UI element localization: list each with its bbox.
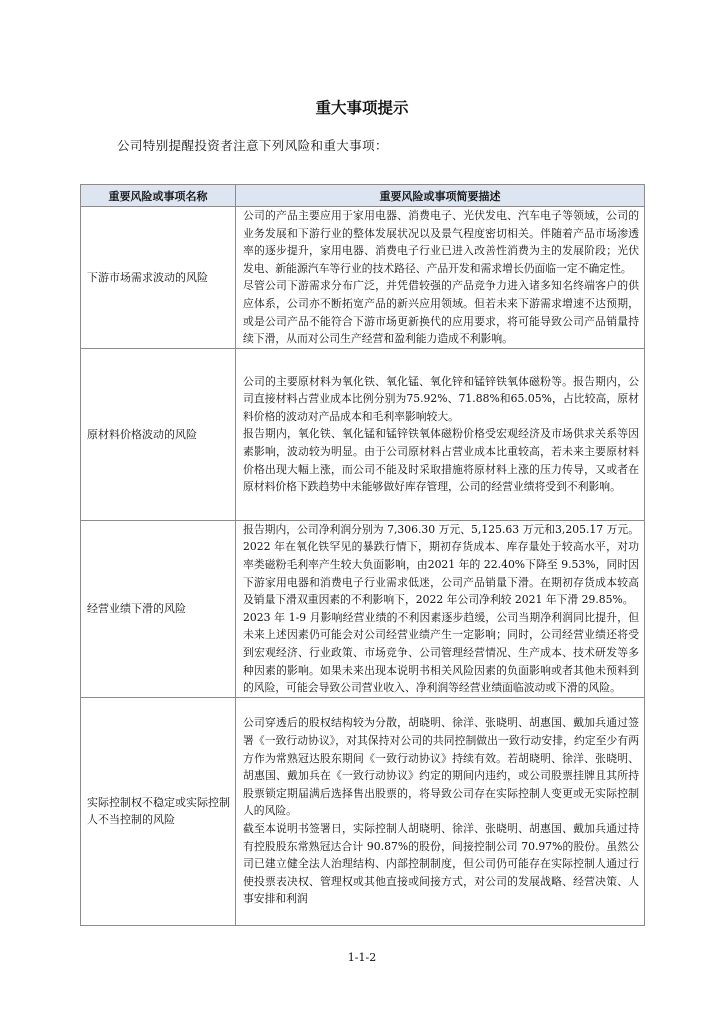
- description-paragraph: 报告期内，氧化铁、氧化锰和锰锌铁氧体磁粉价格受宏观经济及市场供求关系等因素影响，波动较为明显。由于公司原材料占营业成本比重较高，若未来主要原材料价格出现大幅上涨，而公司不能及时采取措施将原材料上涨的压力传导，又或者在原材料价格下跌趋势中未能够做好库存管理，公司的经营业绩将受到不利影响。: [243, 427, 639, 494]
- description-paragraph: 公司的主要原材料为氧化铁、氧化锰、氧化锌和锰锌铁氧体磁粉等。报告期内，公司直接材料占营业成本比例分别为75.92%、71.88%和65.05%，占比较高，原材料价格的波动对产品成本和毛利率影响较大。: [243, 374, 639, 423]
- header-risk-description: 重要风险或事项简要描述: [236, 185, 645, 207]
- header-risk-name: 重要风险或事项名称: [81, 185, 236, 207]
- table-row: [81, 520, 645, 697]
- intro-text: 公司特别提醒投资者注意下列风险和重大事项：: [117, 138, 388, 153]
- table-row: [81, 207, 645, 349]
- table-header-row: [81, 185, 645, 207]
- risk-name: 下游市场需求波动的风险: [81, 207, 236, 349]
- risk-description: [236, 348, 645, 520]
- table-row: [81, 697, 645, 925]
- risk-description: [236, 520, 645, 697]
- description-paragraph: 报告期内，公司净利润分别为 7,306.30 万元、5,125.63 万元和3,205.17 万元。2022 年在氧化铁罕见的暴跌行情下，期初存货成本、库存量处于较高水平，对功率类磁粉毛利率产生较大负面影响，由2021 年的 22.40%下降至 9.53%，同时因下游家用电器和消费电子行业需求低迷，公司产品销量下滑。在期初存货成本较高及销量下滑双重因素的不利影响下，2022 年公司净利较 2021 年下滑 29.85%。: [243, 522, 639, 607]
- table-row: [81, 348, 645, 520]
- risk-name: 经营业绩下滑的风险: [81, 520, 236, 697]
- description-paragraph: 2023 年 1-9 月影响经营业绩的不利因素逐步趋缓，公司当期净利润同比提升，但未来上述因素仍可能会对公司经营业绩产生一定影响；同时，公司经营业绩还将受到宏观经济、行业政策、市场竞争、公司管理经营情况、生产成本、技术研发等多种因素的影响。如果未来出现本说明书相关风险因素的负面影响或者其他未预料到的风险，可能会导致公司营业收入、净利润等经营业绩面临波动或下滑的风险。: [243, 610, 639, 695]
- page-title: 重大事项提示: [315, 99, 409, 117]
- risk-table: [80, 184, 645, 926]
- risk-description: [236, 697, 645, 925]
- risk-description: [236, 207, 645, 349]
- description-paragraph: 公司的产品主要应用于家用电器、消费电子、光伏发电、汽车电子等领域，公司的业务发展和下游行业的整体发展状况以及景气程度密切相关。伴随着产品市场渗透率的逐步提升，家用电器、消费电子行业已进入改善性消费为主的发展阶段；光伏发电、新能源汽车等行业的技术路径、产品开发和需求增长仍面临一定不确定性。: [243, 209, 639, 275]
- description-paragraph: 尽管公司下游需求分布广泛，并凭借较强的产品竞争力进入诸多知名终端客户的供应体系，公司亦不断拓宽产品的新兴应用领域。但若未来下游需求增速不达预期，或是公司产品不能符合下游市场更新换代的应用要求，将可能导致公司产品销量持续下滑，从而对公司生产经营和盈利能力造成不利影响。: [243, 279, 639, 346]
- risk-name: 实际控制权不稳定或实际控制人不当控制的风险: [81, 697, 236, 925]
- description-paragraph: 截至本说明书签署日，实际控制人胡晓明、徐洋、张晓明、胡惠国、戴加兵通过持有控股股东常熟冠达合计 90.87%的股份，间接控制公司 70.97%的股份。虽然公司已建立健全法人治理结构、内部控制制度，但公司仍可能存在实际控制人通过行使投票表决权、管理权或其他直接或间接方式，对公司的发展战略、经营决策、人事安排和利润: [243, 821, 639, 906]
- page-number: 1-1-2: [347, 951, 377, 964]
- description-paragraph: 公司穿透后的股权结构较为分散，胡晓明、徐洋、张晓明、胡惠国、戴加兵通过签署《一致行动协议》，对其保持对公司的共同控制做出一致行动安排，约定至少有两方作为常熟冠达股东期间《一致行动协议》持续有效。若胡晓明、徐洋、张晓明、胡惠国、戴加兵在《一致行动协议》约定的期间内违约，或公司股票挂牌且其所持股票锁定期届满后选择售出股票的，将导致公司存在实际控制人变更或无实际控制人的风险。: [243, 716, 639, 818]
- risk-name: 原材料价格波动的风险: [81, 348, 236, 520]
